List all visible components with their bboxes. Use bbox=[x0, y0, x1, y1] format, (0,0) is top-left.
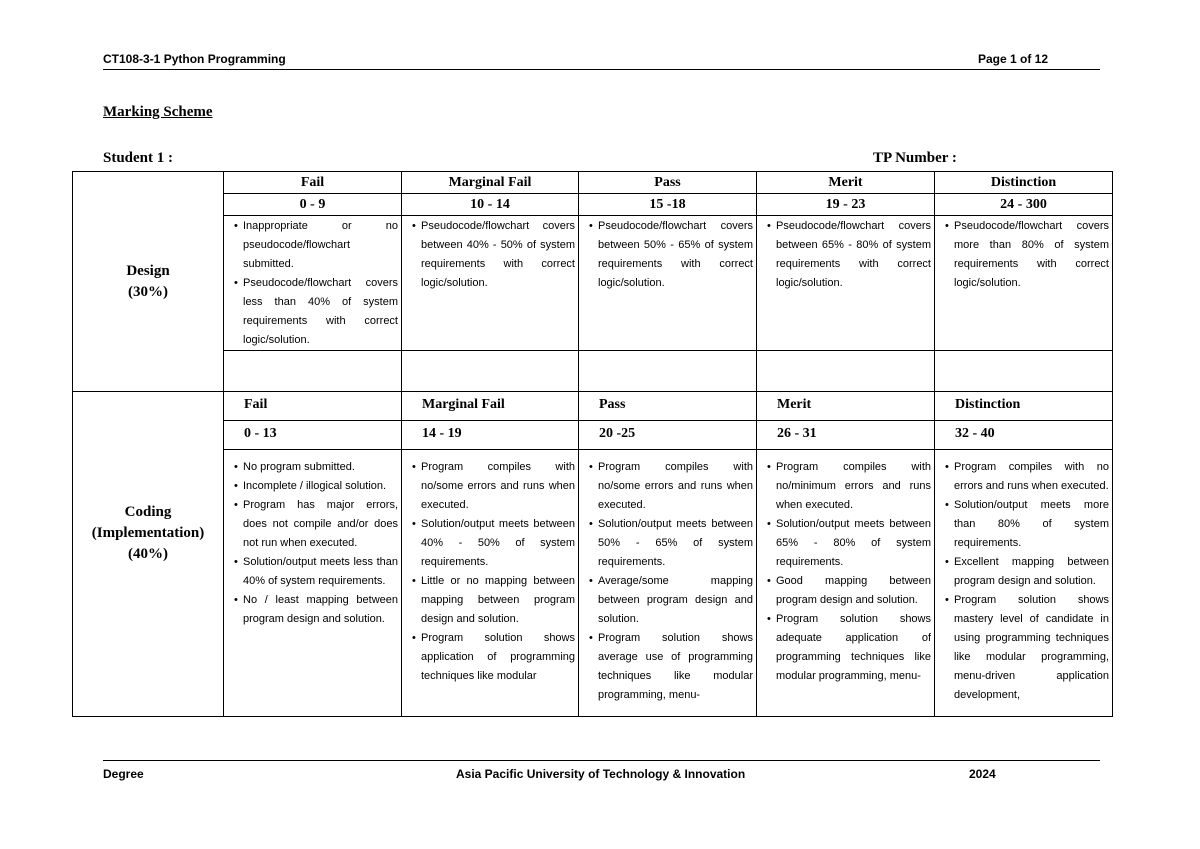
footer-degree: Degree bbox=[103, 767, 144, 781]
descriptor-item: • Program compiles with no/minimum errors and runs when executed. bbox=[760, 458, 931, 515]
design-criterion-label: Design bbox=[126, 262, 170, 279]
descriptor-item: • Pseudocode/flowchart covers between 40% - 50% of system requirements with correct logic/solution. bbox=[405, 217, 575, 293]
coding-band-range: 0 - 13 bbox=[224, 421, 402, 450]
design-band-name: Distinction bbox=[935, 172, 1113, 194]
descriptor-item: • No program submitted. bbox=[227, 458, 398, 477]
design-band-name: Merit bbox=[757, 172, 935, 194]
design-band-range: 24 - 300 bbox=[935, 194, 1113, 216]
coding-criterion-cell bbox=[73, 392, 224, 717]
design-band-range: 10 - 14 bbox=[402, 194, 579, 216]
design-descriptor-marginal-fail bbox=[402, 216, 579, 351]
design-band-range: 15 -18 bbox=[579, 194, 757, 216]
coding-band-name: Marginal Fail bbox=[402, 392, 579, 421]
descriptor-item: • No / least mapping between program design and solution. bbox=[227, 591, 398, 629]
footer-year: 2024 bbox=[969, 767, 996, 781]
design-band-name: Marginal Fail bbox=[402, 172, 579, 194]
descriptor-item: • Incomplete / illogical solution. bbox=[227, 477, 398, 496]
coding-descriptor-distinction bbox=[935, 450, 1113, 717]
design-band-range: 0 - 9 bbox=[224, 194, 402, 216]
coding-descriptor-marginal-fail bbox=[402, 450, 579, 717]
page-number: Page 1 of 12 bbox=[977, 52, 1048, 66]
design-band-names-row bbox=[73, 172, 1113, 194]
descriptor-item: • Solution/output meets between 40% - 50% of system requirements. bbox=[405, 515, 575, 572]
coding-band-name: Distinction bbox=[935, 392, 1113, 421]
design-score-cell-marginal-fail[interactable] bbox=[402, 351, 579, 392]
descriptor-item: • Solution/output meets between 65% - 80% of system requirements. bbox=[760, 515, 931, 572]
coding-weight: (40%) bbox=[128, 546, 168, 562]
descriptor-item: • Program solution shows average use of programming techniques like modular programming, menu- bbox=[582, 629, 753, 705]
coding-band-range: 26 - 31 bbox=[757, 421, 935, 450]
descriptor-item: • Program compiles with no errors and runs when executed. bbox=[938, 458, 1109, 496]
page-footer bbox=[103, 760, 1100, 781]
descriptor-item: • Program solution shows adequate application of programming techniques like modular programming, menu- bbox=[760, 610, 931, 686]
coding-band-name: Pass bbox=[579, 392, 757, 421]
descriptor-item: • Solution/output meets between 50% - 65% of system requirements. bbox=[582, 515, 753, 572]
design-score-cell-merit[interactable] bbox=[757, 351, 935, 392]
course-title: CT108-3-1 Python Programming bbox=[103, 52, 286, 66]
design-descriptor-fail bbox=[224, 216, 402, 351]
design-band-ranges-row bbox=[73, 194, 1113, 216]
design-score-cell-fail[interactable] bbox=[224, 351, 402, 392]
descriptor-item: • Program solution shows mastery level of candidate in using programming techniques like modular programming, menu-driven application development, bbox=[938, 591, 1109, 705]
design-score-cell-distinction[interactable] bbox=[935, 351, 1113, 392]
student-label: Student 1 : bbox=[103, 150, 174, 166]
descriptor-item: • Pseudocode/flowchart covers between 50% - 65% of system requirements with correct logic/solution. bbox=[582, 217, 753, 293]
descriptor-item: • Program has major errors, does not compile and/or does not run when executed. bbox=[227, 496, 398, 553]
coding-descriptor-merit bbox=[757, 450, 935, 717]
design-descriptor-pass bbox=[579, 216, 757, 351]
descriptor-item: • Good mapping between program design and solution. bbox=[760, 572, 931, 610]
design-score-row bbox=[73, 351, 1113, 392]
descriptor-item: • Average/some mapping between program design and solution. bbox=[582, 572, 753, 629]
descriptor-item: • Pseudocode/flowchart covers less than 40% of system requirements with correct logic/solution. bbox=[227, 274, 398, 350]
design-band-range: 19 - 23 bbox=[757, 194, 935, 216]
coding-descriptor-fail bbox=[224, 450, 402, 717]
design-weight: (30%) bbox=[128, 283, 168, 300]
design-descriptor-merit bbox=[757, 216, 935, 351]
coding-band-names-row bbox=[73, 392, 1113, 421]
tp-number-label: TP Number : bbox=[873, 150, 957, 166]
page-header bbox=[103, 52, 1100, 70]
coding-criterion-label: Coding bbox=[124, 504, 172, 520]
design-criterion-cell bbox=[73, 172, 224, 392]
design-descriptor-distinction bbox=[935, 216, 1113, 351]
descriptor-item: • Pseudocode/flowchart covers between 65% - 80% of system requirements with correct logic/solution. bbox=[760, 217, 931, 293]
coding-band-ranges-row bbox=[73, 421, 1113, 450]
descriptor-item: • Program compiles with no/some errors and runs when executed. bbox=[582, 458, 753, 515]
coding-band-range: 20 -25 bbox=[579, 421, 757, 450]
coding-descriptor-pass bbox=[579, 450, 757, 717]
page-title: Marking Scheme bbox=[103, 104, 213, 120]
design-band-name: Pass bbox=[579, 172, 757, 194]
coding-band-name: Merit bbox=[757, 392, 935, 421]
design-band-name: Fail bbox=[224, 172, 402, 194]
descriptor-item: • Solution/output meets less than 40% of system requirements. bbox=[227, 553, 398, 591]
design-descriptors-row bbox=[73, 216, 1113, 351]
descriptor-item: • Program solution shows application of programming techniques like modular bbox=[405, 629, 575, 686]
descriptor-item: • Inappropriate or no pseudocode/flowchart submitted. bbox=[227, 217, 398, 274]
coding-descriptors-row bbox=[73, 450, 1113, 717]
descriptor-item: • Pseudocode/flowchart covers more than 80% of system requirements with correct logic/solution. bbox=[938, 217, 1109, 293]
coding-band-range: 32 - 40 bbox=[935, 421, 1113, 450]
descriptor-item: • Solution/output meets more than 80% of system requirements. bbox=[938, 496, 1109, 553]
descriptor-item: • Little or no mapping between mapping between program design and solution. bbox=[405, 572, 575, 629]
descriptor-item: • Program compiles with no/some errors and runs when executed. bbox=[405, 458, 575, 515]
marking-rubric-table bbox=[72, 171, 1113, 717]
footer-university: Asia Pacific University of Technology & Innovation bbox=[456, 767, 746, 781]
coding-band-name: Fail bbox=[224, 392, 402, 421]
descriptor-item: • Excellent mapping between program design and solution. bbox=[938, 553, 1109, 591]
design-score-cell-pass[interactable] bbox=[579, 351, 757, 392]
coding-criterion-sublabel: (Implementation) bbox=[91, 525, 205, 541]
coding-band-range: 14 - 19 bbox=[402, 421, 579, 450]
